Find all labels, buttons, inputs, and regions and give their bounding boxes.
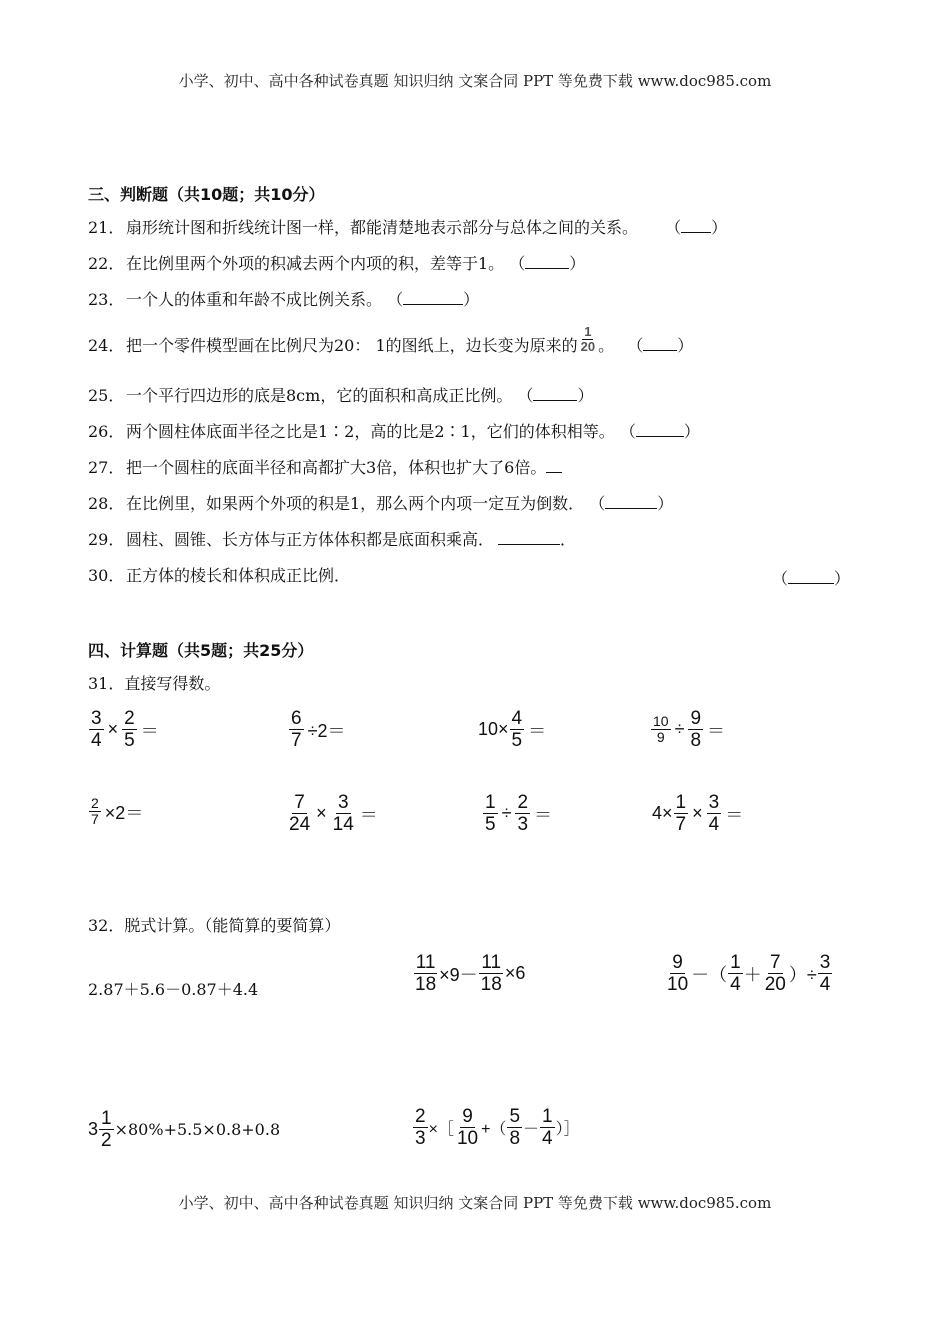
question-number: 24． bbox=[88, 336, 125, 355]
question-29: 29． 圆柱、圆锥、长方体与正方体体积都是底面积乘高． ． bbox=[88, 530, 577, 549]
answer-blank[interactable]: （ ） bbox=[772, 569, 851, 588]
question-text: 把一个圆柱的底面半径和高都扩大3倍，体积也扩大了6倍。 bbox=[126, 458, 547, 477]
question-text: 在比例里两个外项的积减去两个内项的积，差等于1。 bbox=[126, 254, 505, 273]
question-text: 一个平行四边形的底是8cm，它的面积和高成正比例。 bbox=[126, 386, 513, 405]
calc-item: $\frac{3}{4}$ × $\frac{2}{5}$ ＝ bbox=[91, 708, 159, 751]
calc-expression: $\frac{2}{3}$ ×［ 9 10 +（ 5 8 － 1 4 ）］ bbox=[415, 1106, 580, 1149]
question-text: 圆柱、圆锥、长方体与正方体体积都是底面积乘高． bbox=[126, 530, 495, 549]
answer-blank[interactable]: （ ） bbox=[589, 494, 674, 513]
question-text: 把一个零件模型画在比例尺为20： 1的图纸上，边长变为原来的 bbox=[126, 336, 578, 355]
page-footer: 小学、初中、高中各种试卷真题 知识归纳 文案合同 PPT 等免费下载 www.doc985.com bbox=[178, 1194, 772, 1212]
question-number: 27． bbox=[88, 458, 125, 477]
question-text: 正方体的棱长和体积成正比例． bbox=[126, 566, 351, 585]
question-22 bbox=[88, 254, 585, 274]
answer-blank[interactable]: （ ） bbox=[517, 386, 594, 405]
answer-blank[interactable]: （ ） bbox=[387, 290, 480, 309]
fraction: $\frac{1}{20}$ bbox=[580, 324, 596, 354]
question-text: 扇形统计图和折线统计图一样，都能清楚地表示部分与总体之间的关系。 bbox=[126, 218, 639, 237]
section-3-title: 三、判断题（共10题；共10分） bbox=[88, 185, 325, 204]
calc-expression: 2.87＋5.6－0.87＋4.4 bbox=[88, 980, 259, 999]
question-31-label: 31．直接写得数。 bbox=[88, 674, 221, 693]
question-text: 两个圆柱体底面半径之比是1∶2，高的比是2∶1，它们的体积相等。 bbox=[126, 422, 615, 441]
question-32-label: 32．脱式计算。（能简算的要简算） bbox=[88, 916, 341, 935]
section-4-title: 四、计算题（共5题；共25分） bbox=[88, 641, 314, 660]
calc-expression: $\frac{11}{18}$ ×9－ $\frac{11}{18}$ ×6 bbox=[415, 952, 526, 995]
answer-blank[interactable]: （ ） bbox=[509, 254, 586, 273]
question-28 bbox=[88, 494, 673, 514]
question-24: 24． 把一个零件模型画在比例尺为20： 1的图纸上，边长变为原来的 $\frac{1}{20}$ 。 （ ） bbox=[88, 324, 694, 355]
question-number: 28． bbox=[88, 494, 125, 513]
calc-item: $\frac{2}{7}$ ×2＝ bbox=[91, 795, 144, 827]
page-header: 小学、初中、高中各种试卷真题 知识归纳 文案合同 PPT 等免费下载 www.doc985.com bbox=[178, 72, 772, 90]
answer-blank[interactable]: （ ） bbox=[619, 422, 700, 441]
calc-item: 10× $\frac{4}{5}$ ＝ bbox=[478, 708, 547, 751]
question-26 bbox=[88, 422, 700, 442]
calc-item: $\frac{1}{5}$ ÷ $\frac{2}{3}$ ＝ bbox=[485, 792, 553, 835]
calc-item: $\frac{7}{24}$ × $\frac{3}{14}$ ＝ bbox=[289, 792, 378, 835]
answer-blank[interactable]: （ ） bbox=[627, 336, 694, 355]
calc-item: $\frac{10}{9}$ ÷ $\frac{9}{8}$ ＝ bbox=[653, 708, 726, 751]
answer-blank[interactable] bbox=[546, 472, 562, 473]
calc-item: 4× $\frac{1}{7}$ × $\frac{3}{4}$ ＝ bbox=[652, 792, 744, 835]
calc-expression: 3 $\frac{1}{2}$ ×80%+5.5×0.8+0.8 bbox=[88, 1108, 281, 1151]
question-number: 26． bbox=[88, 422, 125, 441]
question-number: 29． bbox=[88, 530, 125, 549]
answer-blank[interactable]: （ ） bbox=[665, 218, 728, 237]
question-21 bbox=[88, 218, 727, 238]
question-number: 30． bbox=[88, 566, 125, 585]
question-25 bbox=[88, 386, 593, 406]
question-23 bbox=[88, 290, 479, 310]
question-text: 在比例里，如果两个外项的积是1，那么两个内项一定互为倒数． bbox=[126, 494, 585, 513]
question-number: 25． bbox=[88, 386, 125, 405]
question-text: 一个人的体重和年龄不成比例关系。 bbox=[126, 290, 383, 309]
question-number: 22． bbox=[88, 254, 125, 273]
calc-item: $\frac{6}{7}$ ÷2＝ bbox=[291, 708, 346, 751]
question-number: 23． bbox=[88, 290, 125, 309]
calc-expression: 9 10 －（ 1 4 ＋ 7 20 ）÷ $\frac{3}{4}$ bbox=[667, 952, 831, 995]
question-number: 21． bbox=[88, 218, 125, 237]
answer-blank[interactable] bbox=[498, 544, 560, 545]
question-27 bbox=[88, 458, 562, 478]
question-30 bbox=[88, 566, 350, 586]
